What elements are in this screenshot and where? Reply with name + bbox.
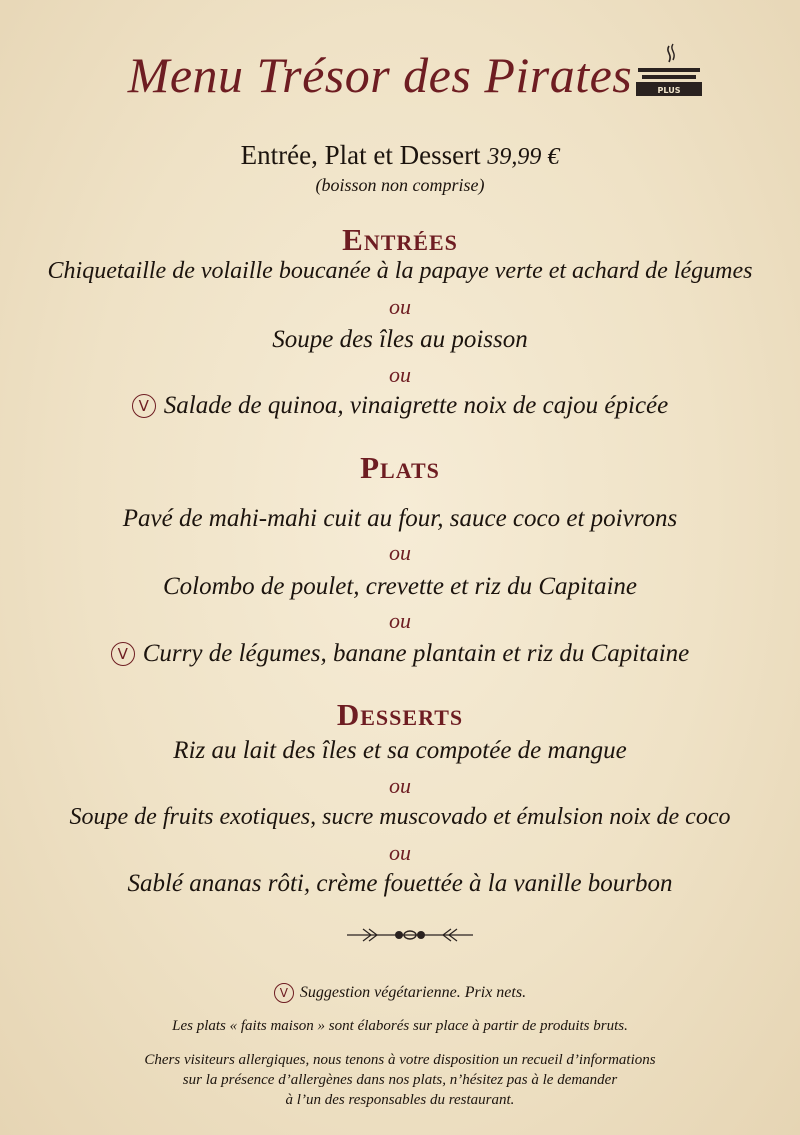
or-separator: ou <box>389 840 411 865</box>
entree-item-3 <box>0 392 800 420</box>
steaming-dish-logo-icon <box>632 42 706 102</box>
or-separator: ou <box>389 773 411 798</box>
plat-item-1: Pavé de mahi-mahi cuit au four, sauce coco et poivrons <box>122 505 678 532</box>
or-separator: ou <box>389 362 411 387</box>
allergy-note-line-1: Chers visiteurs allergiques, nous tenons à votre disposition un recueil d’informations <box>144 1052 656 1068</box>
flourish-divider-icon <box>345 924 475 946</box>
vegetarian-icon: V <box>132 394 156 418</box>
plat-item-3 <box>0 640 800 668</box>
price-line <box>0 140 800 171</box>
section-title-desserts: Desserts <box>336 697 464 732</box>
dessert-item-3: Sablé ananas rôti, crème fouettée à la vanille bourbon <box>127 870 673 897</box>
plat-item-3-label: Curry de légumes, banane plantain et riz du Capitaine <box>142 640 690 667</box>
entree-item-1: Chiquetaille de volaille boucanée à la papaye verte et achard de légumes <box>47 258 753 284</box>
logo-text: PLUS <box>657 86 681 95</box>
or-separator: ou <box>389 294 411 319</box>
entree-item-2: Soupe des îles au poisson <box>272 326 528 353</box>
price-label: Entrée, Plat et Dessert <box>240 140 481 170</box>
homemade-note: Les plats « faits maison » sont élaborés sur place à partir de produits bruts. <box>172 1018 628 1034</box>
price-amount: 39,99 € <box>487 144 560 170</box>
or-separator: ou <box>389 540 411 565</box>
dessert-item-2: Soupe de fruits exotiques, sucre muscovado et émulsion noix de coco <box>69 804 731 830</box>
entree-item-3-label: Salade de quinoa, vinaigrette noix de cajou épicée <box>163 392 669 419</box>
allergy-note-line-2: sur la présence d’allergènes dans nos plats, n’hésitez pas à le demander <box>182 1072 618 1088</box>
drink-note: (boisson non comprise) <box>315 175 485 195</box>
allergy-note-line-3: à l’un des responsables du restaurant. <box>285 1092 515 1108</box>
vegetarian-icon: V <box>274 983 294 1003</box>
vegetarian-note-label: Suggestion végétarienne. Prix nets. <box>299 984 527 1001</box>
section-title-plats: Plats <box>360 450 440 485</box>
or-separator: ou <box>389 608 411 633</box>
vegetarian-note <box>0 983 800 1003</box>
vegetarian-icon: V <box>111 642 135 666</box>
dessert-item-1: Riz au lait des îles et sa compotée de mangue <box>173 737 627 764</box>
plat-item-2: Colombo de poulet, crevette et riz du Capitaine <box>163 573 637 600</box>
menu-title: Menu Trésor des Pirates <box>127 47 633 103</box>
section-title-entrees: Entrées <box>342 222 458 257</box>
